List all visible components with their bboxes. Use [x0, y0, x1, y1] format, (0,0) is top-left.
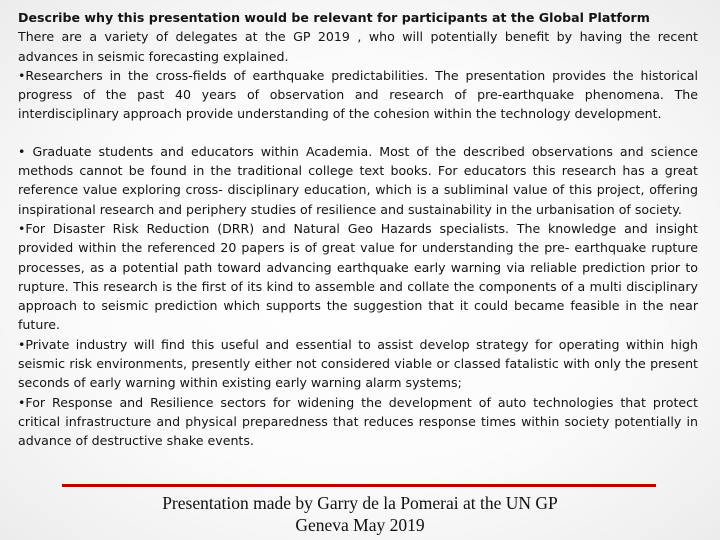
paragraph-drr-specialists: •For Disaster Risk Reduction (DRR) and Natural Geo Hazards specialists. The knowledge and insight provided within the referenced 20 papers is of great value for understanding the pre- earthquake rupture processes, as a potential path toward advancing earthquake early warning via reliable prediction prior to rupture. This research is the first of its kind to assemble and collate the components of a multi disciplinary approach to seismic prediction which supports the suggestion that it could became feasible in the near future. [18, 220, 698, 333]
paragraph-graduate-students: • Graduate students and educators within Academia. Most of the described observations and science methods cannot be found in the traditional college text books. For educators this research has a great reference value exploring cross- disciplinary education, which is a subliminal value of this project, offering inspirational research and periphery studies of resilience and sustainability in the urbanisation of society. [18, 143, 698, 217]
paragraph-researchers: •Researchers in the cross-fields of earthquake predictabilities. The presentation provides the historical progress of the past 40 years of observation and research of pre-earthquake phenomena. The interdisciplinary approach provide understanding of the cohesion within the technology development. [18, 67, 698, 122]
slide-body [18, 8, 698, 451]
footer-divider [62, 484, 656, 487]
footer [60, 492, 660, 536]
paragraph-gap [18, 124, 698, 142]
footer-venue-date: Geneva May 2019 [295, 515, 425, 535]
footer-presenter: Presentation made by Garry de la Pomerai at the UN GP [162, 493, 558, 513]
slide-title: Describe why this presentation would be relevant for participants at the Global Platform [18, 10, 650, 25]
paragraph-response-resilience: •For Response and Resilience sectors for widening the development of auto technologies that protect critical infrastructure and physical preparedness that reduces response times within society potentially in advance of destructive shake events. [18, 394, 698, 449]
paragraph-private-industry: •Private industry will find this useful and essential to assist develop strategy for operating within high seismic risk environments, presently either not considered viable or classed fatalistic with only the present seconds of early warning within existing early warning alarm systems; [18, 336, 698, 391]
paragraph-delegates: There are a variety of delegates at the GP 2019 , who will potentially benefit by having the recent advances in seismic forecasting explained. [18, 29, 698, 64]
